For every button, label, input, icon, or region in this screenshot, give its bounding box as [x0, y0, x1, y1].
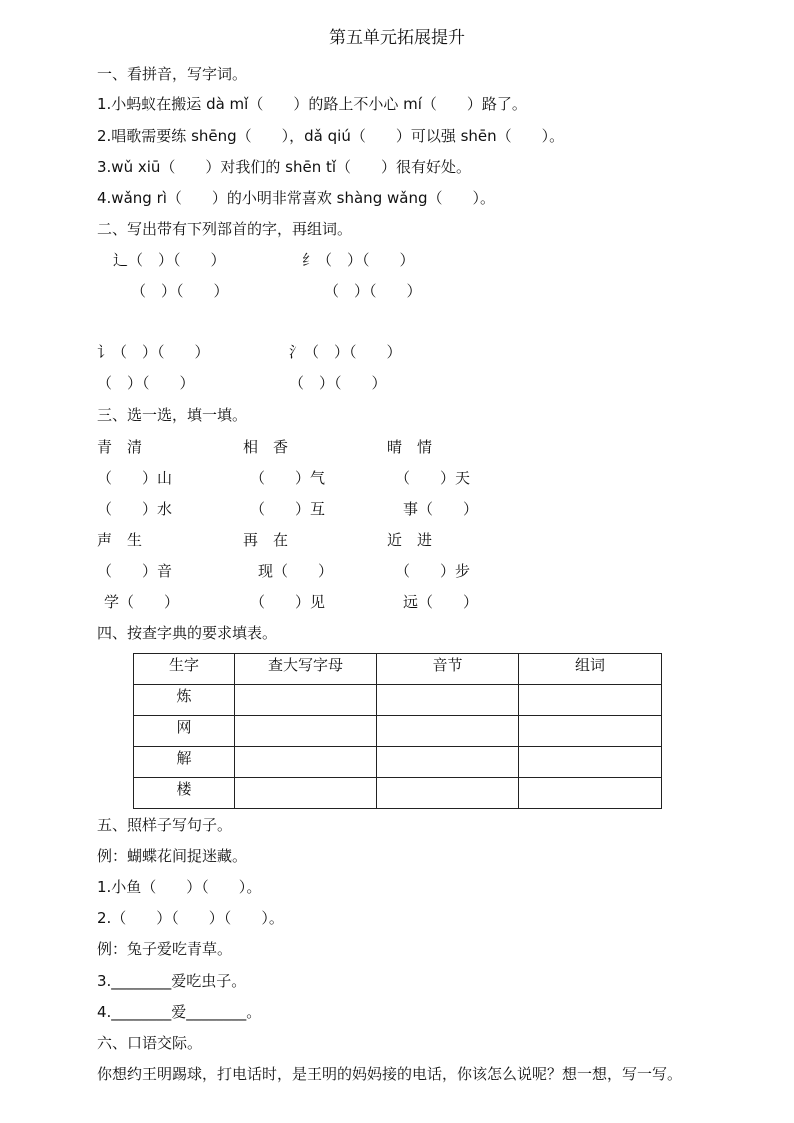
table-header-row	[134, 654, 662, 685]
fill-blank: （ ）见	[250, 593, 326, 611]
answer-cell[interactable]	[377, 685, 519, 716]
fill-blank: （ ）天	[395, 469, 471, 487]
word-pair: 晴 情	[387, 438, 433, 456]
radical-row-1-right: 纟（ ）（ ）	[302, 251, 415, 269]
answer-cell[interactable]	[519, 716, 662, 747]
radical-row-3-right: 氵（ ）（ ）	[289, 343, 402, 361]
fill-blank: （ ）互	[250, 500, 326, 518]
example-2: 例：兔子爱吃青草。	[97, 940, 233, 958]
column-header: 组词	[519, 654, 662, 685]
word-pair: 相 香	[243, 438, 289, 456]
sentence-1: 1.小鱼（ ）（ ）。	[97, 878, 262, 896]
answer-cell[interactable]	[235, 747, 377, 778]
section-5-heading: 五、照样子写句子。	[97, 816, 233, 834]
radical-row-3-left: 讠（ ）（ ）	[97, 343, 210, 361]
sentence-4: 4.________爱________。	[97, 1003, 262, 1021]
character-cell: 网	[134, 716, 235, 747]
answer-cell[interactable]	[235, 716, 377, 747]
radical-row-2-left: （ ）（ ）	[131, 282, 229, 300]
answer-cell[interactable]	[519, 747, 662, 778]
fill-blank: （ ）水	[97, 500, 173, 518]
section-1-heading: 一、看拼音，写字词。	[97, 65, 248, 83]
word-pair: 青 清	[97, 438, 143, 456]
dictionary-table	[133, 653, 662, 809]
answer-cell[interactable]	[235, 778, 377, 809]
table-row	[134, 778, 662, 809]
section-4-heading: 四、按查字典的要求填表。	[97, 624, 278, 642]
radical-row-4-right: （ ）（ ）	[289, 374, 387, 392]
fill-blank: （ ）音	[97, 562, 173, 580]
section-6-heading: 六、口语交际。	[97, 1034, 203, 1052]
word-pair: 再 在	[243, 531, 289, 549]
column-header: 音节	[377, 654, 519, 685]
column-header: 生字	[134, 654, 235, 685]
question-1-2: 2.唱歌需要练 shēng（ ），dǎ qiú（ ）可以强 shēn（ ）。	[97, 127, 565, 145]
answer-cell[interactable]	[519, 685, 662, 716]
radical-row-2-right: （ ）（ ）	[324, 282, 422, 300]
section-2-heading: 二、写出带有下列部首的字，再组词。	[97, 220, 353, 238]
answer-cell[interactable]	[377, 716, 519, 747]
fill-blank: 现（ ）	[258, 562, 334, 580]
character-cell: 楼	[134, 778, 235, 809]
sentence-2: 2.（ ）（ ）（ ）。	[97, 909, 284, 927]
answer-cell[interactable]	[519, 778, 662, 809]
fill-blank: （ ）气	[250, 469, 326, 487]
table-row	[134, 747, 662, 778]
question-1-3: 3.wǔ xiū（ ）对我们的 shēn tǐ（ ）很有好处。	[97, 158, 472, 176]
question-1-4: 4.wǎng rì（ ）的小明非常喜欢 shàng wǎng（ ）。	[97, 189, 495, 207]
fill-blank: 学（ ）	[104, 593, 180, 611]
page-title: 第五单元拓展提升	[329, 28, 465, 48]
example-1: 例：蝴蝶花间捉迷藏。	[97, 847, 248, 865]
character-cell: 炼	[134, 685, 235, 716]
section-3-heading: 三、选一选，填一填。	[97, 406, 248, 424]
table-row	[134, 685, 662, 716]
oral-prompt: 你想约王明踢球，打电话时，是王明的妈妈接的电话，你该怎么说呢？想一想，写一写。	[97, 1065, 683, 1083]
radical-row-1-left: 辶（ ）（ ）	[113, 251, 226, 269]
radical-row-4-left: （ ）（ ）	[97, 374, 195, 392]
question-1-1: 1.小蚂蚁在搬运 dà mǐ（ ）的路上不小心 mí（ ）路了。	[97, 95, 527, 113]
fill-blank: （ ）步	[395, 562, 471, 580]
word-pair: 近 进	[387, 531, 433, 549]
answer-cell[interactable]	[377, 778, 519, 809]
sentence-3: 3.________爱吃虫子。	[97, 972, 247, 990]
answer-cell[interactable]	[377, 747, 519, 778]
column-header: 查大写字母	[235, 654, 377, 685]
fill-blank: （ ）山	[97, 469, 173, 487]
fill-blank: 事（ ）	[403, 500, 479, 518]
word-pair: 声 生	[97, 531, 143, 549]
character-cell: 解	[134, 747, 235, 778]
answer-cell[interactable]	[235, 685, 377, 716]
fill-blank: 远（ ）	[403, 593, 479, 611]
table-row	[134, 716, 662, 747]
